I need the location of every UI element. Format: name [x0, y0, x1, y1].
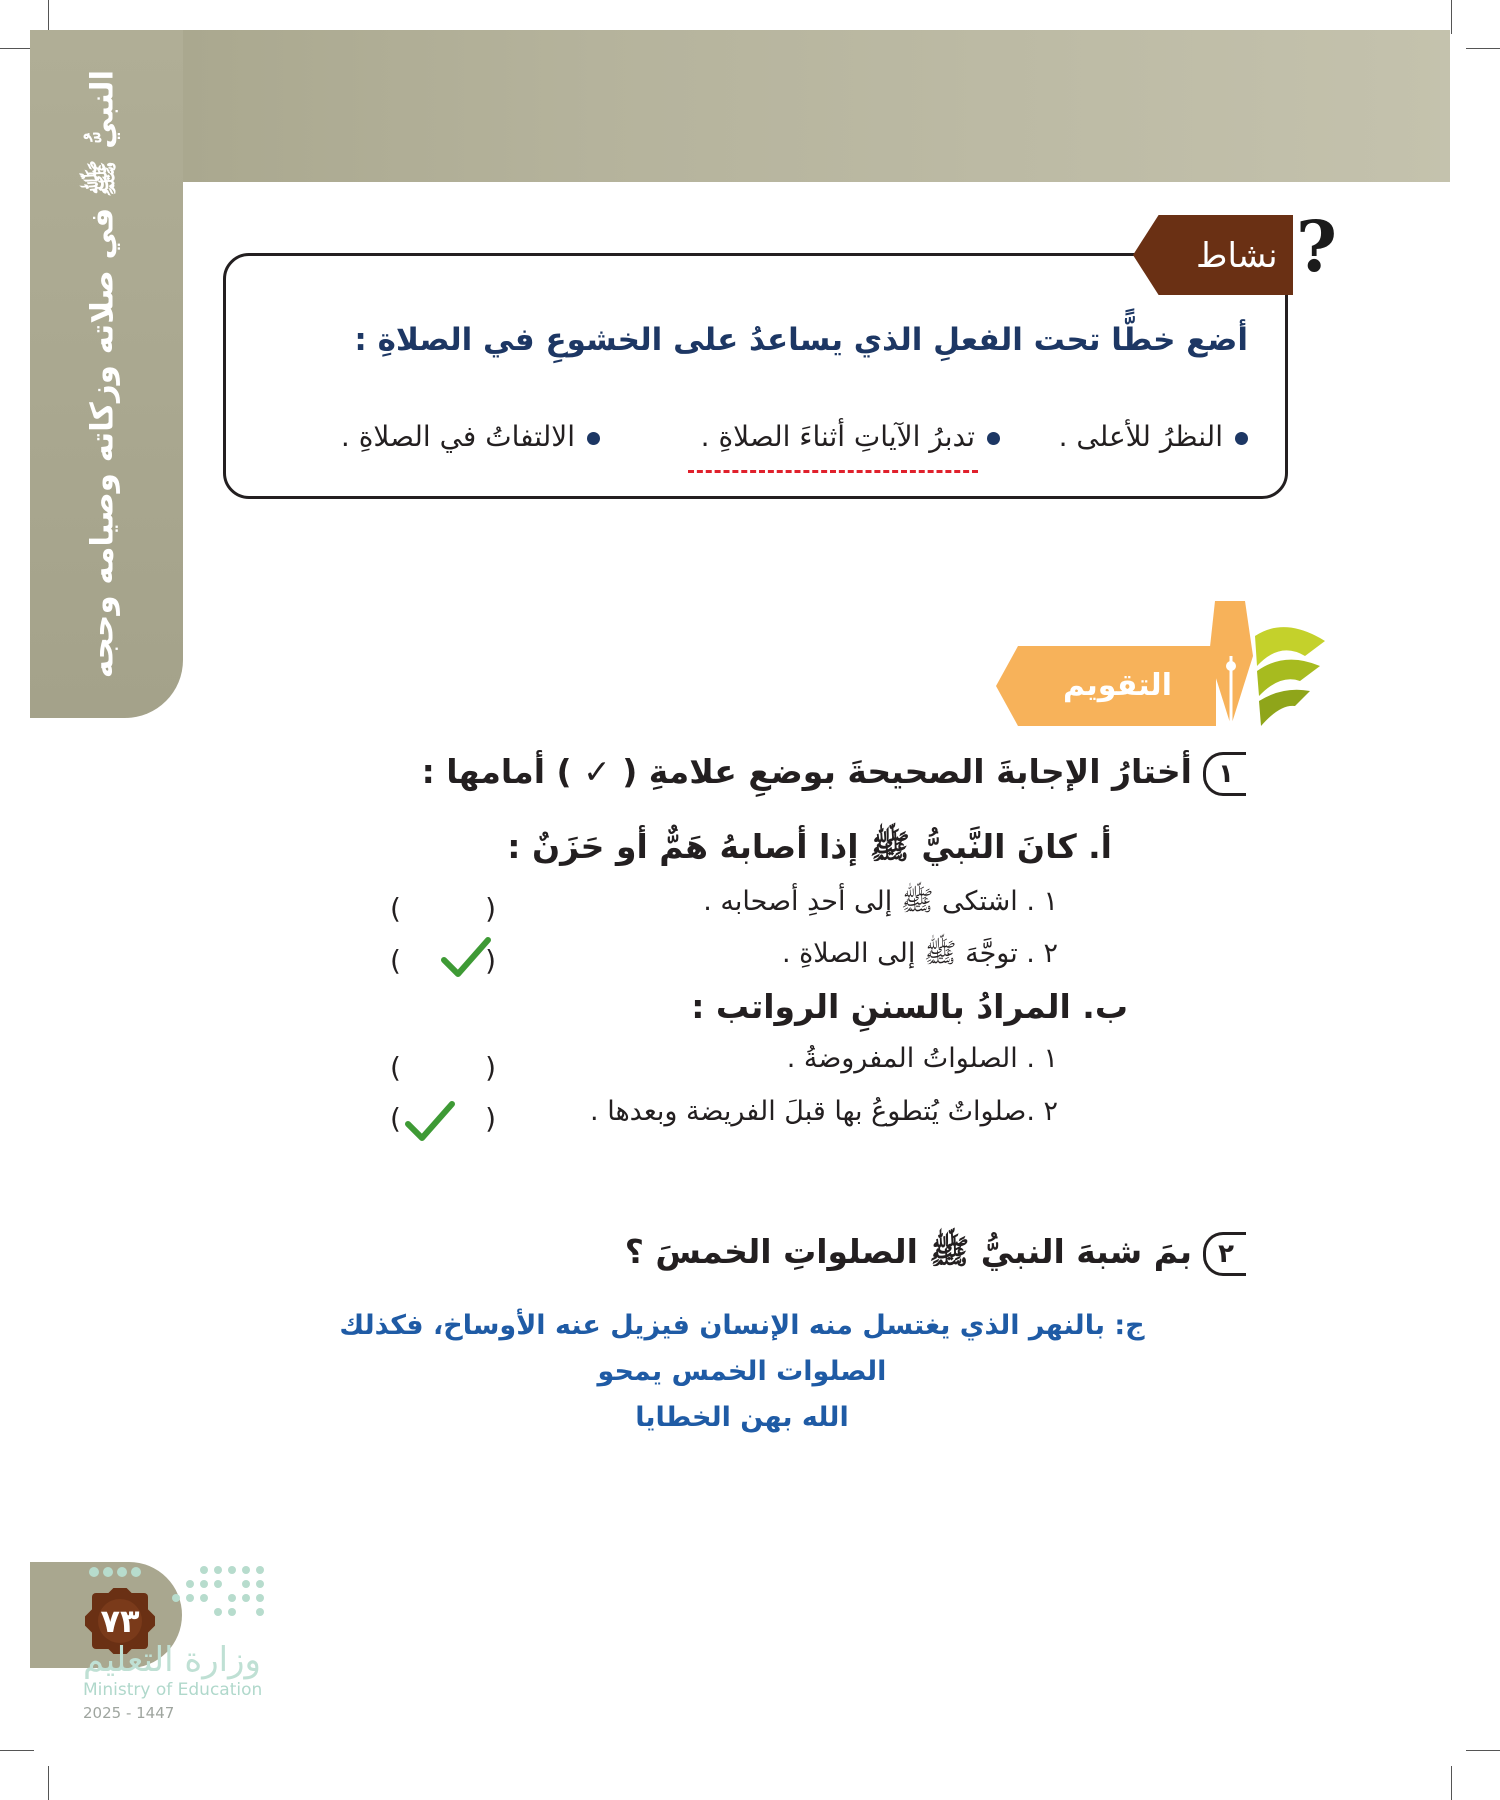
question-2-answer: [282, 1303, 1202, 1441]
crop-mark: [1451, 0, 1452, 34]
question-1b-text: ب. المرادُ بالسننِ الرواتب :: [691, 987, 1128, 1026]
evaluation-tab-label: التقويم: [1063, 668, 1172, 703]
bullet-icon: [587, 432, 600, 445]
crop-mark: [1451, 1766, 1452, 1800]
activity-instruction: أضع خطًّا تحت الفعلِ الذي يساعدُ على الخشوعِ في الصلاةِ :: [354, 322, 1248, 358]
bullet-icon: [1235, 432, 1248, 445]
activity-option-3: الالتفاتُ في الصلاةِ .: [341, 420, 600, 453]
choice-1b-2: ٢ .صلواتٌ يُتطوعُ بها قبلَ الفريضة وبعدها .: [590, 1096, 1058, 1127]
answer-slot[interactable]: ( ): [390, 1050, 496, 1084]
answer-line-1: ج: بالنهر الذي يغتسل منه الإنسان فيزيل عنه الأوساخ، فكذلك الصلوات الخمس يمحو: [339, 1310, 1145, 1387]
edition-year: 2025 - 1447: [83, 1704, 175, 1722]
question-mark-icon: ?: [1296, 205, 1338, 288]
check-mark-icon: [440, 936, 492, 980]
ministry-name-ar: وزارة التعليم: [83, 1640, 261, 1680]
ministry-name-en: Ministry of Education: [83, 1680, 263, 1700]
crop-mark: [1466, 1750, 1500, 1751]
activity-tab-label: نشاط: [1196, 236, 1278, 276]
question-1-text: أختارُ الإجابةَ الصحيحةَ بوضعِ علامةِ ( ✓ ) أمامها :: [421, 752, 1192, 791]
choice-1b-1: ١ . الصلواتُ المفروضةُ .: [786, 1043, 1058, 1074]
choice-1a-2: ٢ . توجَّهَ ﷺ إلى الصلاةِ .: [781, 938, 1058, 969]
bullet-icon: [987, 432, 1000, 445]
crop-mark: [0, 1750, 34, 1751]
crop-mark: [0, 48, 34, 49]
answer-slot[interactable]: ( ): [390, 943, 496, 977]
page-number: ٧٣: [100, 1602, 140, 1640]
check-mark-icon: [404, 1100, 456, 1144]
answer-slot[interactable]: ( ): [390, 891, 496, 925]
activity-option-1: النظرُ للأعلى .: [1059, 420, 1248, 453]
answer-slot[interactable]: ( ): [390, 1101, 496, 1135]
choice-1a-1: ١ . اشتكى ﷺ إلى أحدِ أصحابه .: [703, 886, 1058, 917]
question-2-number: ٢: [1203, 1232, 1246, 1276]
question-1a-text: أ. كانَ النَّبيُّ ﷺ إذا أصابهُ هَمٌّ أو حَزَنٌ :: [507, 827, 1112, 866]
question-2-text: بمَ شبهَ النبيُّ ﷺ الصلواتِ الخمسَ ؟: [624, 1232, 1192, 1271]
header-band: [30, 30, 1450, 182]
activity-option-2: تدبرُ الآياتِ أثناءَ الصلاةِ .: [701, 420, 1000, 453]
answer-line-2: الله بهن الخطايا: [635, 1402, 849, 1433]
crop-mark: [1466, 48, 1500, 49]
question-1-number: ١: [1203, 752, 1246, 796]
crop-mark: [48, 1766, 49, 1800]
answer-underline: [688, 470, 978, 473]
activity-box: [223, 253, 1288, 499]
crop-mark: [48, 0, 49, 34]
unit-title: النبيُّ ﷺ في صلاته وزكاته وصيامه وحجه: [84, 69, 121, 679]
pen-book-icon: [1185, 596, 1330, 731]
